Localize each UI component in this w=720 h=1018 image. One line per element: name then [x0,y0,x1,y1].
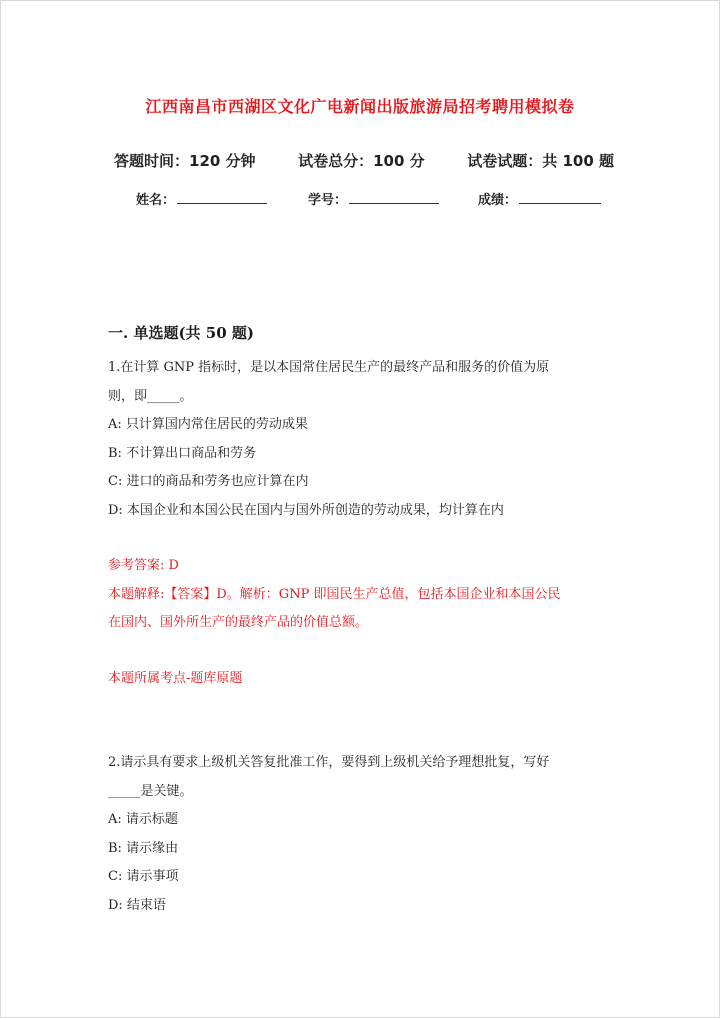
score-label: 成绩： [478,193,518,208]
question-1-explanation-line-2: 在国内、国外所生产的最终产品的价值总额。 [108,615,369,630]
question-2-option-b[interactable]: B: 请示缘由 [108,841,179,856]
name-label: 姓名： [136,193,176,208]
question-1-topic: 本题所属考点-题库原题 [108,671,243,686]
student-id-label: 学号： [308,193,348,208]
question-1-stem-line-2: 则，即_____。 [108,389,193,404]
score-blank[interactable] [519,191,601,204]
question-2-stem-line-1: 2.请示具有要求上级机关答复批准工作，要得到上级机关给予理想批复，写好 [108,755,550,770]
question-2-option-c[interactable]: C: 请示事项 [108,869,179,884]
question-1-answer: 参考答案: D [108,558,179,573]
section-title: 一. 单选题(共 50 题) [108,324,254,342]
name-blank[interactable] [177,191,267,204]
question-1-option-d[interactable]: D: 本国企业和本国公民在国内与国外所创造的劳动成果，均计算在内 [108,503,504,518]
exam-time: 答题时间：120 分钟 [114,152,256,170]
name-field [136,189,308,208]
exam-total-score: 试卷总分：100 分 [298,152,425,170]
student-info-fields [136,189,616,208]
question-2-option-d[interactable]: D: 结束语 [108,898,166,913]
score-field [478,189,601,208]
exam-question-count: 试卷试题：共 100 题 [467,152,614,170]
student-id-blank[interactable] [349,191,439,204]
question-1-stem-line-1: 1.在计算 GNP 指标时，是以本国常住居民生产的最终产品和服务的价值为原 [108,360,550,375]
question-1-option-a[interactable]: A: 只计算国内常住居民的劳动成果 [108,417,308,432]
question-1-option-b[interactable]: B: 不计算出口商品和劳务 [108,446,257,461]
question-1-option-c[interactable]: C: 进口的商品和劳务也应计算在内 [108,474,309,489]
question-2-stem-line-2: _____是关键。 [108,784,193,799]
exam-meta [114,150,614,171]
student-id-field [308,189,478,208]
question-1-explanation-line-1: 本题解释:【答案】D。解析：GNP 即国民生产总值，包括本国企业和本国公民 [108,587,561,602]
exam-title: 江西南昌市西湖区文化广电新闻出版旅游局招考聘用模拟卷 [145,97,575,116]
question-2-option-a[interactable]: A: 请示标题 [108,812,178,827]
